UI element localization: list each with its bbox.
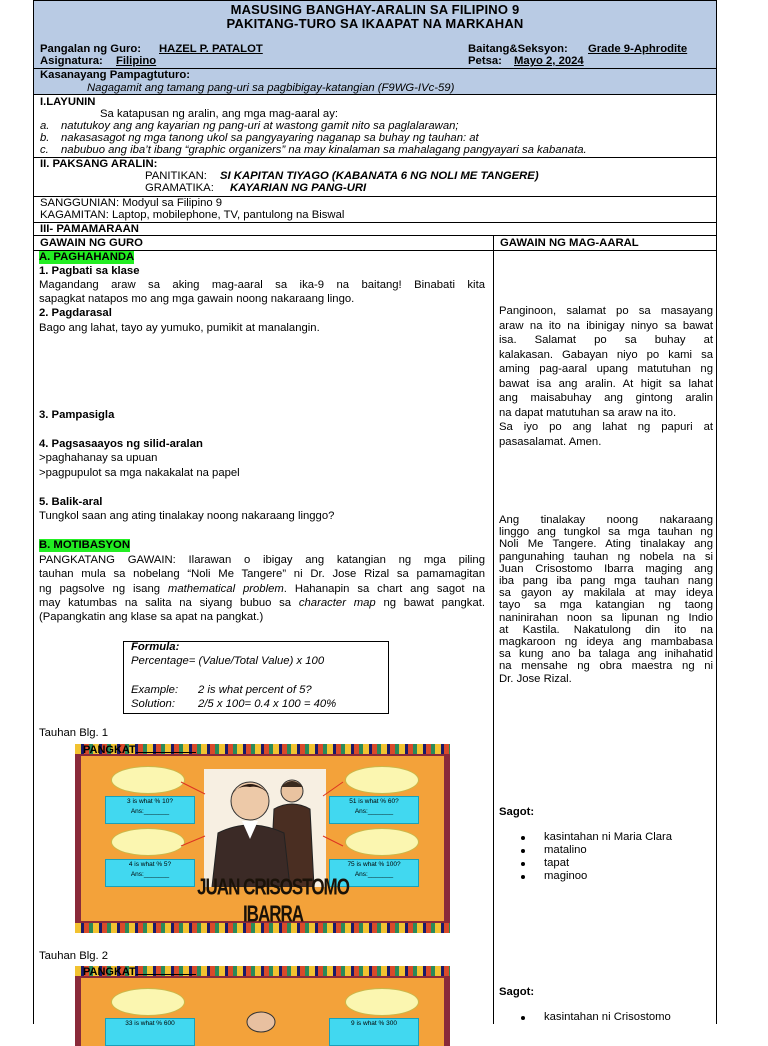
sanggunian-block [33,196,717,223]
bullet-icon [521,836,525,840]
section-a-heading: A. PAGHAHANDA [39,251,135,263]
balikaral-title: 5. Balik-aral [39,496,103,508]
motibasyon-line-2: tauhan mula sa nobelang “Noli Me Tangere” ni Dr. Jose Rizal sa pamamagitan [39,568,485,580]
answer-text: kasintahan ni Maria Clara [544,831,673,843]
formula-box [123,641,389,714]
review-line: pangunahing tauhan ng nobela na si [499,550,713,563]
paksa-block [33,157,717,197]
pangkat-text: PANGKAT [83,966,136,978]
pangkat-text: PANGKAT [83,744,136,756]
title-line-1: MASUSING BANGHAY-ARALIN SA FILIPINO 9 [230,2,520,17]
layunin-letter-a: a. [40,120,50,132]
review-line: linggo ang tungkol sa mga tauhan ng [499,526,713,539]
prayer-line: ang maisabuhay ang gintong aralin [499,392,713,404]
formula-title: Formula: [131,641,180,653]
section-label: Baitang&Seksyon: [468,43,568,55]
lesson-plan-page [33,0,719,1027]
pamamaraan-heading: III- PAMAMARAAN [40,223,139,235]
question-text: 4 is what % 5? [128,861,172,868]
connector-arrows [81,756,444,921]
motibasyon-line-3a: ng pagsolve ng isang [39,583,168,595]
review-line: tayo sa mga katangian ng taong [499,599,713,612]
review-line: Juan Crisostomo Ibarra maging ang [499,562,713,575]
pagdarasal-title: 2. Pagdarasal [39,307,112,319]
motibasyon-line-3 [39,583,485,596]
answer-text: maginoo [544,870,588,882]
sanggunian-text: SANGGUNIAN: Modyul sa Filipino 9 [40,197,223,209]
pagsasaayos-item-1: >paghahanay sa upuan [39,452,158,464]
paksa-heading: II. PAKSANG ARALIN: [40,158,158,170]
pampasigla-title: 3. Pampasigla [39,409,115,421]
layunin-item-a: natutukoy ang ang kayarian ng pang-uri at wastong gamit nito sa paglalarawan; [61,120,459,132]
motibasyon-line-4a: may katumbas na salita na siyang bubuo sa [39,597,299,609]
question-text: 51 is what % 60? [349,798,399,805]
review-line: iba pang iba pang mga tauhan nang [499,575,713,587]
answer-line: Ans:_______ [130,871,170,878]
competency-label: Kasanayang Pampagtuturo: [40,69,191,81]
tauhan-2-label: Tauhan Blg. 2 [39,950,109,962]
layunin-item-b: nakasasagot ng mga tanong ukol sa pangyayaring naganap sa buhay ng tauhan: at [61,132,479,144]
teacher-label: Pangalan ng Guro: [40,43,142,55]
pagbati-line-2: sapagkat natapos mo ang mga gawain noong nakaraang lingo. [39,293,355,305]
prayer-line: araw na ito na ibinigay ninyo sa bawat [499,319,713,332]
sagot-2-label: Sagot: [499,986,535,998]
review-line: Noli Me Tangere. Ating tinalakay ang [499,538,713,551]
gramatika-value: KAYARIAN NG PANG-URI [230,182,367,194]
solution-label: Solution: [131,698,175,710]
motibasyon-line-1: PANGKATANG GAWAIN: Ilarawan o ibigay ang katangian ng mga piling [39,554,485,566]
answer-line: Ans:_______ [354,871,394,878]
kagamitan-text: KAGAMITAN: Laptop, mobilephone, TV, pantulong na Biswal [40,209,345,221]
layunin-item-c: nabubuo ang iba’t ibang “graphic organizers” na may kinalaman sa mahalagang pangyayari sa kabanata. [61,144,587,156]
question-box [105,1018,195,1046]
pagbati-line-1: Magandang araw sa aking mag-aaral sa ika-9 na baitang! Binabati kita [39,279,485,291]
motibasyon-line-4c: ng bawat pangkat. [375,597,485,609]
subject-value: Filipino [116,55,157,67]
layunin-intro: Sa katapusan ng aralin, ang mga mag-aaral ay: [100,108,339,120]
prayer-line: kalakasan. Gabayan niyo po kami sa [499,348,713,361]
pagsasaayos-item-2: >pagpupulot sa mga nakakalat na papel [39,467,240,479]
answer-text: tapat [544,857,570,869]
character-map-poster-1 [75,744,450,933]
date-label: Petsa: [468,55,502,67]
motibasyon-line-3b: mathematical problem [167,583,284,595]
answer-oval [111,988,185,1016]
motibasyon-line-4 [39,597,485,610]
pagbati-title: 1. Pagbati sa klase [39,265,140,277]
prayer-line: pasasalamat. Amen. [499,435,602,448]
panitikan-value: SI KAPITAN TIYAGO (KABANATA 6 NG NOLI ME TANGERE) [220,170,539,182]
prayer-line: Panginoon, salamat po sa masayang [499,305,713,317]
pagsasaayos-title: 4. Pagsasaayos ng silid-aralan [39,438,203,450]
prayer-line: isa. Salamat po sa buhay at [499,334,713,346]
prayer-line: na dapat matutuhan sa araw na ito. [499,406,677,419]
character-name: JUAN CRISOSTOMO IBARRA [197,874,349,927]
question-text: 33 is what % 600 [125,1020,175,1027]
question-box [329,1018,419,1046]
answer-list-item [499,1011,713,1024]
review-line: Dr. Jose Rizal. [499,672,572,685]
answer-text: matalino [544,844,587,856]
review-line: sa kung ano ba talaga ang inihahatid [499,648,713,661]
prayer-line: aming pag-aaral upang matutuhan ng [499,363,713,375]
prayer-line: bawat isa ang aralin. At higit sa lahat [499,377,713,390]
date-value: Mayo 2, 2024 [514,55,584,67]
motibasyon-line-3c: . Hahanapin sa chart ang sagot na [283,583,485,595]
example-text: 2 is what percent of 5? [198,684,312,696]
subject-label: Asignatura: [40,55,103,67]
section-b-heading: B. MOTIBASYON [39,539,131,551]
tauhan-1-label: Tauhan Blg. 1 [39,727,109,739]
formula-text: Percentage= (Value/Total Value) x 100 [131,655,325,667]
question-text: 75 is what % 100? [347,861,401,868]
answer-list-item [499,857,713,870]
header-block [33,0,717,95]
col-magaaral-header: GAWAIN NG MAG-AARAL [500,237,639,249]
layunin-letter-b: b. [40,132,50,144]
review-line: sa gayon ay makilala at may ideya [499,587,713,600]
answer-line: Ans:_______ [354,808,394,815]
review-line: naninirahan noon sa lipunan ng Indio [499,611,713,624]
poster-inner [81,966,444,1046]
bullet-icon [521,1016,525,1020]
motibasyon-line-5: (Papangkatin ang klase sa apat na pangkat.) [39,611,264,623]
pangkat-label [83,744,196,756]
pamamaraan-heading-row [33,222,717,236]
section-value: Grade 9-Aphrodite [588,43,688,55]
layunin-block [33,94,717,158]
poster-inner [81,744,444,927]
panitikan-label: PANITIKAN: [145,170,207,182]
title-line-2: PAKITANG-TURO SA IKAAPAT NA MARKAHAN [226,16,524,31]
question-text: 3 is what % 10? [127,798,173,805]
bullet-icon [521,875,525,879]
character-portrait [231,1000,291,1040]
bullet-icon [521,849,525,853]
bullet-icon [521,862,525,866]
portrait-illustration [231,1000,291,1040]
gramatika-label: GRAMATIKA: [145,182,214,194]
solution-text: 2/5 x 100= 0.4 x 100 = 40% [198,698,337,710]
teacher-value: HAZEL P. PATALOT [159,43,263,55]
answer-list-item [499,831,713,844]
review-line: Ang tinalakay noong nakaraang [499,514,713,526]
pangkat-label [83,966,196,978]
character-map-poster-2 [75,966,450,1046]
prayer-line: Sa iyo po ang lahat ng papuri at [499,421,713,433]
layunin-heading: I.LAYUNIN [40,96,96,108]
col-guro-header: GAWAIN NG GURO [40,237,143,249]
sagot-1-label: Sagot: [499,806,535,818]
review-line: na mensahe ng obra maestra ng ni [499,660,713,673]
review-line: magkaroon ng ideya ang mambabasa [499,636,713,648]
layunin-letter-c: c. [40,144,49,156]
balikaral-text: Tungkol saan ang ating tinalakay noong nakaraang linggo? [39,510,335,522]
answer-list-item [499,870,713,883]
answer-list-item [499,844,713,857]
review-line: at Kastila. Nakatulong din ito na [499,623,713,636]
motibasyon-line-4b: character map [298,597,376,609]
competency-value: Nagagamit ang tamang pang-uri sa pagbibigay-katangian (F9WG-IVc-59) [87,82,455,94]
pagdarasal-text: Bago ang lahat, tayo ay yumuko, pumikit at manalangin. [39,322,320,334]
question-text: 9 is what % 300 [351,1020,397,1027]
column-header-row [33,235,717,251]
answer-text: kasintahan ni Crisostomo [544,1011,671,1023]
column-divider [493,235,494,1024]
example-label: Example: [131,684,179,696]
answer-oval [345,988,419,1016]
answer-line: Ans:_______ [130,808,170,815]
